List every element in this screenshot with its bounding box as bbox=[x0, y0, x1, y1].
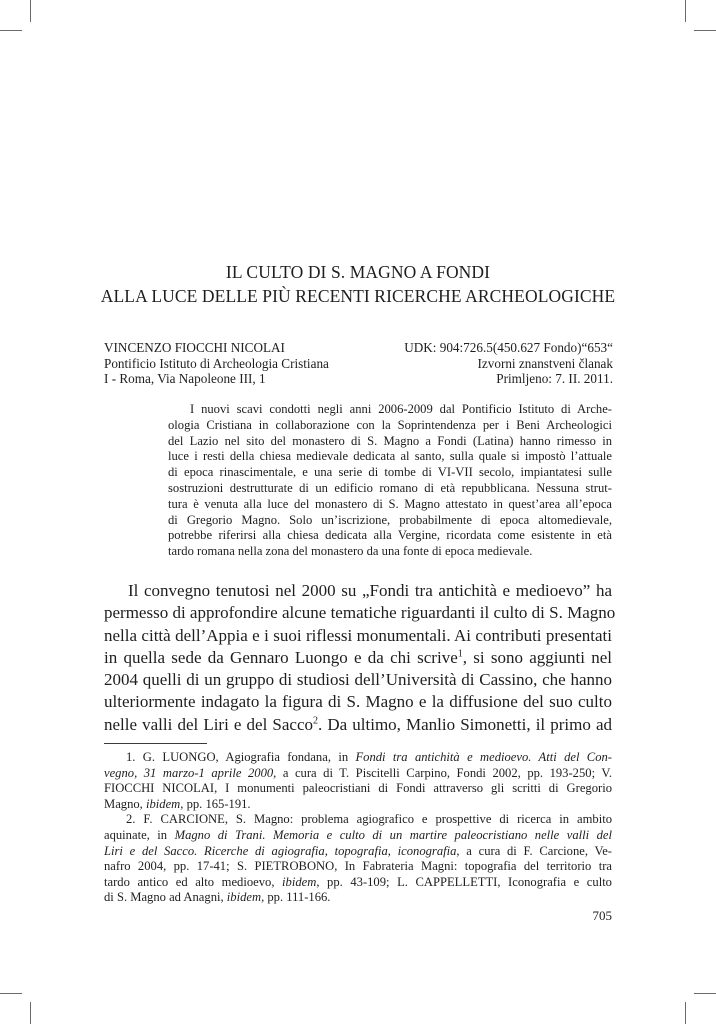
footnote-2-line bbox=[104, 844, 612, 860]
abstract-line: di Gregorio Magno. Solo un’iscrizione, probabilmente di epoca altomedievale, bbox=[168, 512, 612, 527]
footnote-2-line: 2. F. CARCIONE, S. Magno: problema agiografico e prospettive di ricerca in ambito bbox=[126, 812, 612, 827]
footnote-2-line: nafro 2004, pp. 17-41; S. PIETROBONO, In Fabrateria Magni: topografia del territorio tra bbox=[104, 859, 612, 874]
footnote-text: , pp. 111-166. bbox=[261, 890, 331, 905]
body-text: . Da ultimo, Manlio Simonetti, il primo ad bbox=[318, 714, 612, 734]
article-title-line-1: IL CULTO DI S. MAGNO A FONDI bbox=[225, 262, 491, 282]
footnote-text: , pp. 43-109; L. CAPPELLETTI, Iconografia e culto bbox=[316, 874, 612, 889]
page-number: 705 bbox=[592, 908, 612, 923]
article-title-line-2: ALLA LUCE DELLE PIÙ RECENTI RICERCHE ARCHEOLOGICHE bbox=[100, 286, 616, 306]
crop-mark bbox=[685, 1002, 686, 1024]
footnote-1-line bbox=[104, 797, 612, 813]
body-line: permesso di approfondire alcune tematiche riguardanti il culto di S. Magno bbox=[104, 603, 616, 623]
crop-mark bbox=[30, 1002, 31, 1024]
footnote-italic: ibidem bbox=[145, 796, 181, 811]
abstract-line: di epoca rinascimentale, e una serie di tombe di VI-VII secolo, impiantatesi sulle bbox=[168, 465, 612, 480]
abstract-line: tura è venuta alla luce del monastero di S. Magno attestato in quest’area all’epoca bbox=[168, 496, 612, 511]
footnote-text: aquinate, in bbox=[104, 827, 175, 842]
classification-block bbox=[404, 340, 613, 387]
author-institution: Pontificio Istituto di Archeologia Cristiana bbox=[104, 355, 329, 371]
footnote-italic: vegno, 31 marzo-1 aprile 2000 bbox=[104, 765, 274, 780]
footnote-italic: Fondi tra antichità e medioevo. Atti del Con- bbox=[355, 750, 612, 764]
abstract bbox=[168, 402, 612, 560]
body-line: nella città dell’Appia e i suoi riflessi monumentali. Ai contributi presentati bbox=[104, 625, 612, 645]
footnote-1-line bbox=[104, 750, 612, 766]
crop-mark bbox=[0, 30, 22, 31]
author-block bbox=[104, 340, 329, 387]
footnote-2-line bbox=[104, 875, 612, 891]
footnote-text: Magno, bbox=[104, 796, 146, 811]
footnote-2-line bbox=[104, 828, 612, 844]
footnote-2-line bbox=[104, 890, 612, 906]
abstract-line: luce i resti della chiesa medievale dedicata al santo, sulla quale si impostò l’attuale bbox=[168, 449, 612, 464]
body-line: 2004 quelli di un gruppo di studiosi dell’Università di Cassino, che hanno bbox=[104, 670, 612, 690]
crop-mark bbox=[694, 30, 716, 31]
body-paragraph bbox=[104, 580, 616, 736]
footnote-text: , a cura di T. Piscitelli Carpino, Fondi 2002, pp. 193-250; V. bbox=[273, 765, 612, 780]
body-line bbox=[104, 714, 612, 736]
author-name: VINCENZO FIOCCHI NICOLAI bbox=[104, 340, 285, 355]
footnote-text: tardo antico ed alto medioevo, bbox=[104, 874, 283, 889]
abstract-line: potrebbe riferirsi alla chiesa dedicata alla Vergine, ricordata come esistente in età bbox=[168, 528, 612, 543]
footnote-1-line: FIOCCHI NICOLAI, I monumenti paleocristiani di Fondi attraverso gli scritti di Gregorio bbox=[104, 781, 612, 796]
abstract-line: sostruzioni destrutturate di un edificio romano di età repubblicana. Nessuna strut- bbox=[168, 480, 612, 495]
footnote-text: , pp. 165-191. bbox=[180, 796, 251, 811]
crop-mark bbox=[0, 993, 22, 994]
body-text: , si sono aggiunti nel bbox=[462, 647, 612, 667]
footnote-text: , a cura di F. Carcione, Ve- bbox=[456, 843, 612, 858]
abstract-line: ologia Cristiana in collaborazione con la Soprintendenza per i Beni Archeologici bbox=[168, 417, 612, 432]
body-line: Il convegno tenutosi nel 2000 su „Fondi tra antichità e medioevo” ha bbox=[128, 581, 612, 600]
body-line bbox=[104, 647, 612, 669]
received-date: Primljeno: 7. II. 2011. bbox=[496, 371, 613, 386]
body-text: in quella sede da Gennaro Luongo e da chi scrive bbox=[104, 647, 458, 667]
abstract-line: del Lazio nel sito del monastero di S. Magno a Fondi (Latina) hanno rimesso in bbox=[168, 433, 612, 448]
body-line: ulteriormente indagato la figura di S. Magno e la diffusione del suo culto bbox=[104, 692, 612, 712]
abstract-line: I nuovi scavi condotti negli anni 2006-2009 dal Pontificio Istituto di Arche- bbox=[190, 402, 612, 416]
footnote-text: 1. G. LUONGO, Agiografia fondana, in bbox=[126, 750, 356, 764]
crop-mark bbox=[30, 0, 31, 22]
udk-code: UDK: 904:726.5(450.627 Fondo)“653“ bbox=[404, 340, 613, 355]
footnote-text: di S. Magno ad Anagni, bbox=[104, 890, 227, 905]
author-address: I - Roma, Via Napoleone III, 1 bbox=[104, 371, 266, 386]
footnote-ref-1[interactable]: 1 bbox=[457, 648, 463, 660]
footnote-italic: Magno di Trani. Memoria e culto di un martire paleocristiano nelle valli del bbox=[174, 827, 612, 842]
footnote-italic: Liri e del Sacco. Ricerche di agiografia, topografia, iconografia bbox=[104, 843, 457, 858]
body-text: nelle valli del Liri e del Sacco bbox=[104, 714, 314, 734]
footnotes bbox=[104, 750, 612, 906]
crop-mark bbox=[685, 0, 686, 22]
crop-mark bbox=[694, 993, 716, 994]
footnote-ref-2[interactable]: 2 bbox=[313, 715, 319, 727]
footnote-1-line bbox=[104, 766, 612, 782]
footnote-separator bbox=[104, 743, 207, 744]
footnote-italic: ibidem bbox=[226, 890, 262, 905]
article-type: Izvorni znanstveni članak bbox=[477, 355, 613, 371]
footnote-italic: ibidem bbox=[282, 874, 317, 889]
abstract-line: tardo romana nella zona del monastero da una fonte di epoca medievale. bbox=[168, 544, 533, 559]
